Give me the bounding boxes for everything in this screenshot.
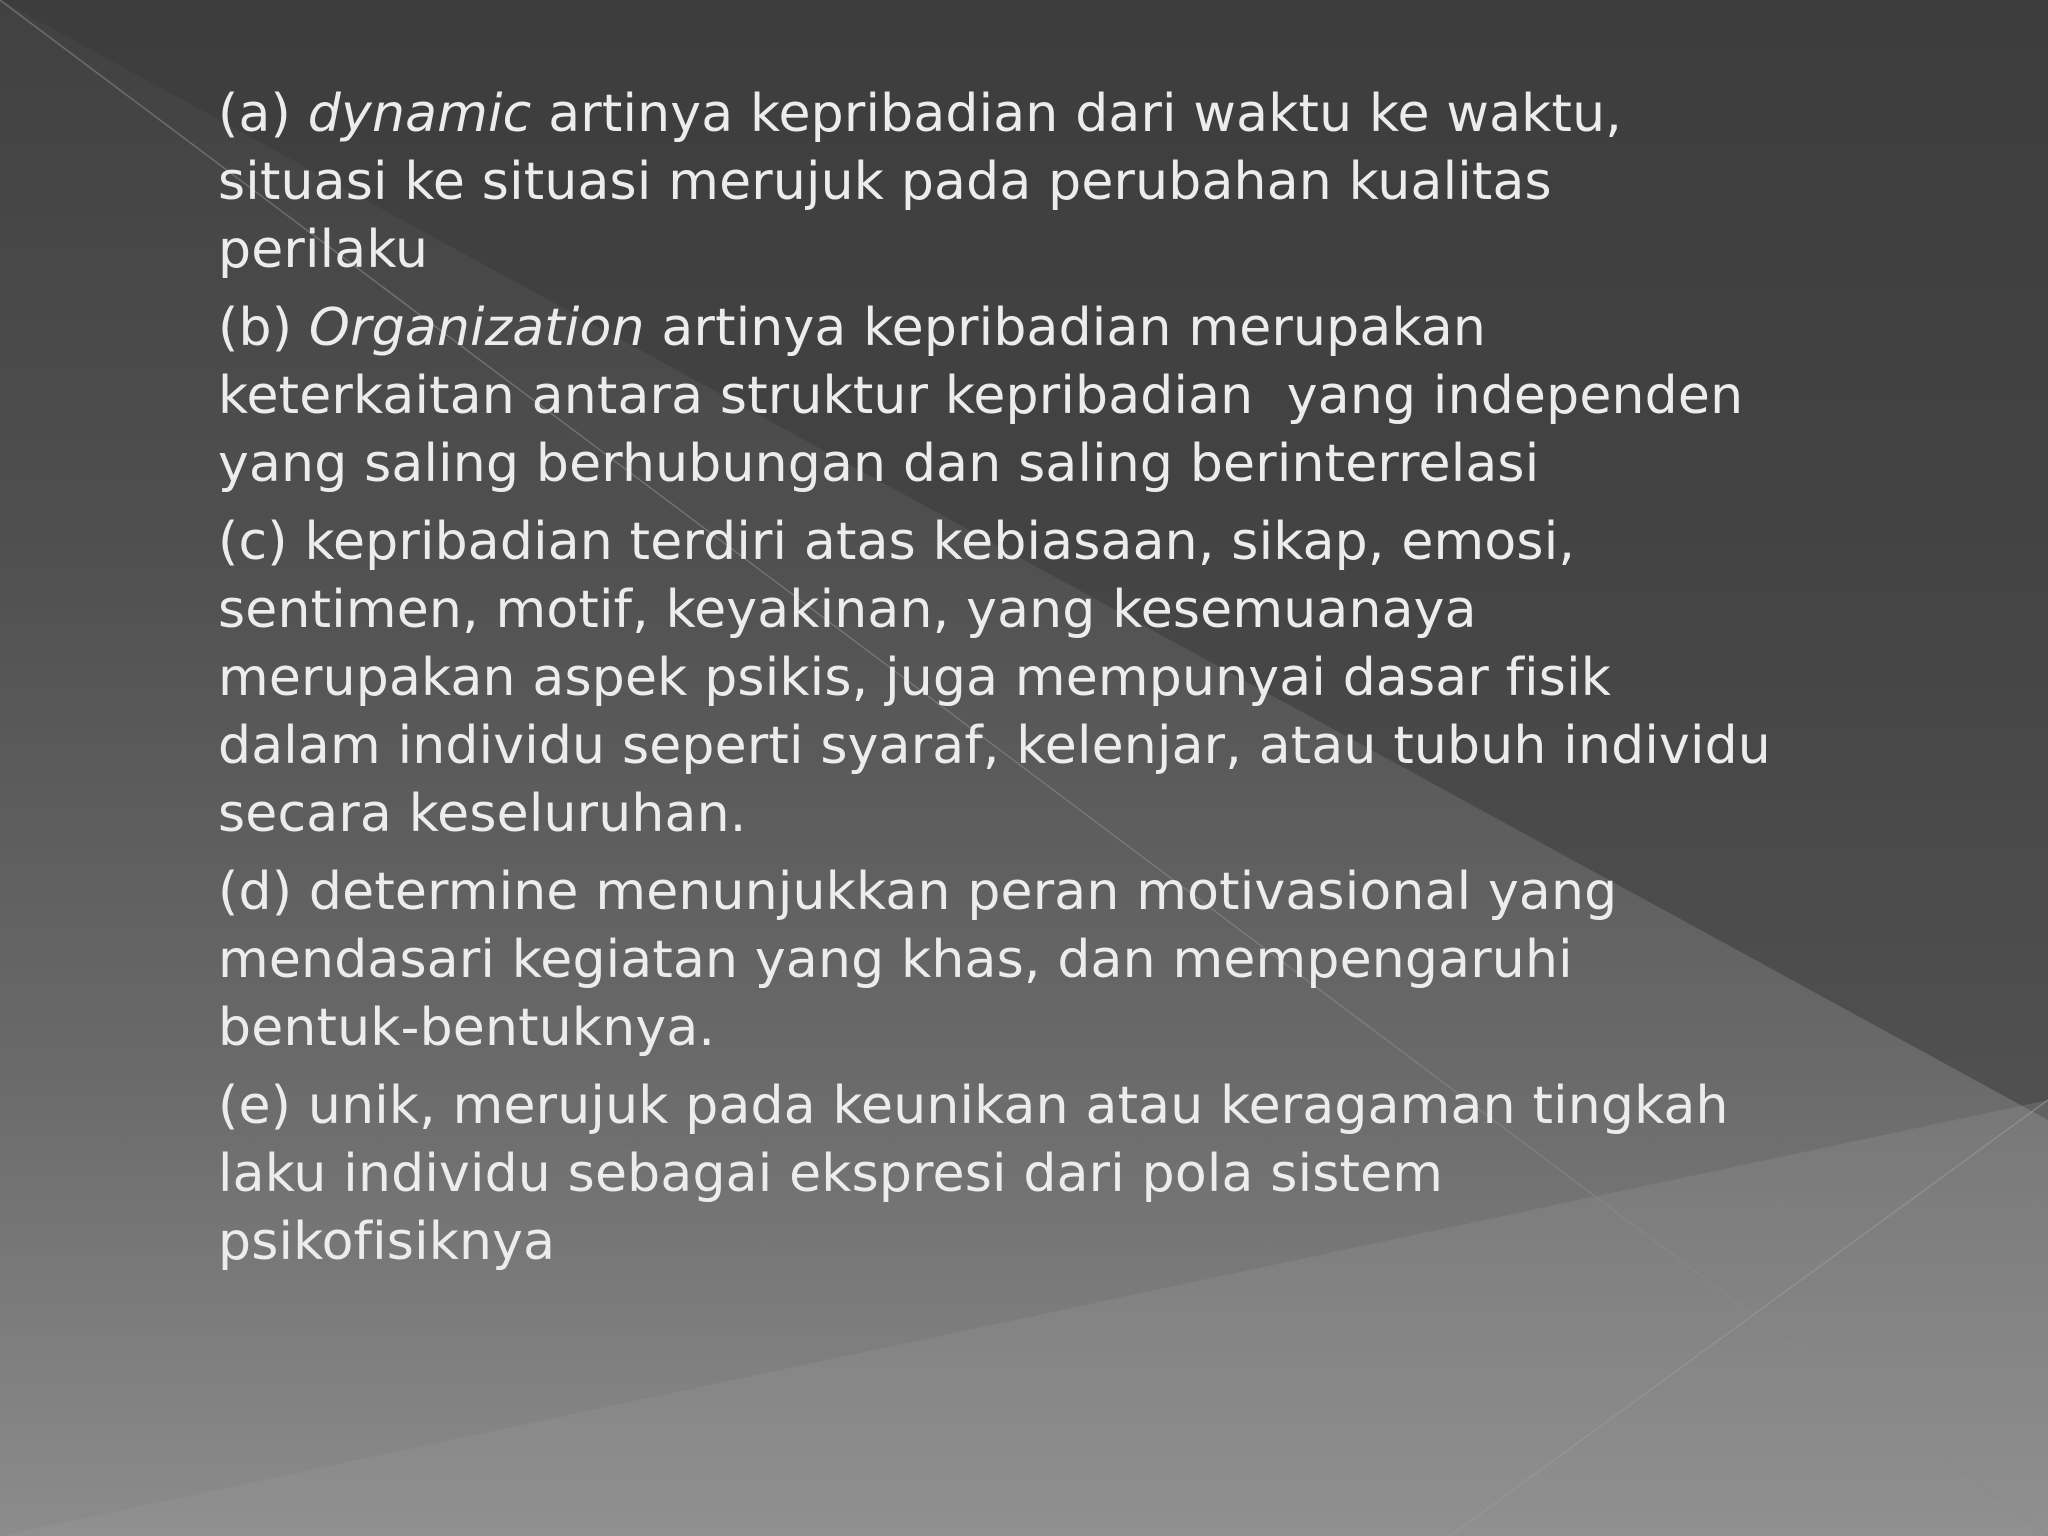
- paragraph-b-label: (b): [218, 298, 293, 358]
- paragraph-e: [218, 1072, 1778, 1276]
- paragraph-a: [218, 80, 1778, 284]
- paragraph-a-label: (a): [218, 84, 292, 144]
- paragraph-d: [218, 858, 1778, 1062]
- paragraph-b-term: Organization: [308, 298, 645, 358]
- paragraph-c-label: (c): [218, 512, 288, 572]
- slide-content: [218, 80, 1788, 1286]
- paragraph-c: [218, 508, 1788, 848]
- paragraph-b-text: artinya kepribadian merupakan keterkaitan antara struktur kepribadian yang independen yang saling berhubungan dan saling berinterrelasi: [218, 298, 1760, 494]
- paragraph-e-label: (e): [218, 1076, 292, 1136]
- paragraph-d-label: (d): [218, 862, 293, 922]
- paragraph-a-text: artinya kepribadian dari waktu ke waktu, situasi ke situasi merujuk pada perubahan kualitas perilaku: [218, 84, 1639, 280]
- paragraph-c-text: kepribadian terdiri atas kebiasaan, sikap, emosi, sentimen, motif, keyakinan, yang kesemuanaya merupakan aspek psikis, juga mempunyai dasar fisik dalam individu seperti syaraf, kelenjar, atau tubuh individu secara keseluruhan.: [218, 512, 1788, 844]
- paragraph-a-term: dynamic: [307, 84, 532, 144]
- paragraph-b: [218, 294, 1778, 498]
- paragraph-e-text: unik, merujuk pada keunikan atau keragaman tingkah laku individu sebagai ekspresi dari pola sistem psikofisiknya: [218, 1076, 1746, 1272]
- paragraph-d-text: determine menunjukkan peran motivasional yang mendasari kegiatan yang khas, dan mempengaruhi bentuk-bentuknya.: [218, 862, 1635, 1058]
